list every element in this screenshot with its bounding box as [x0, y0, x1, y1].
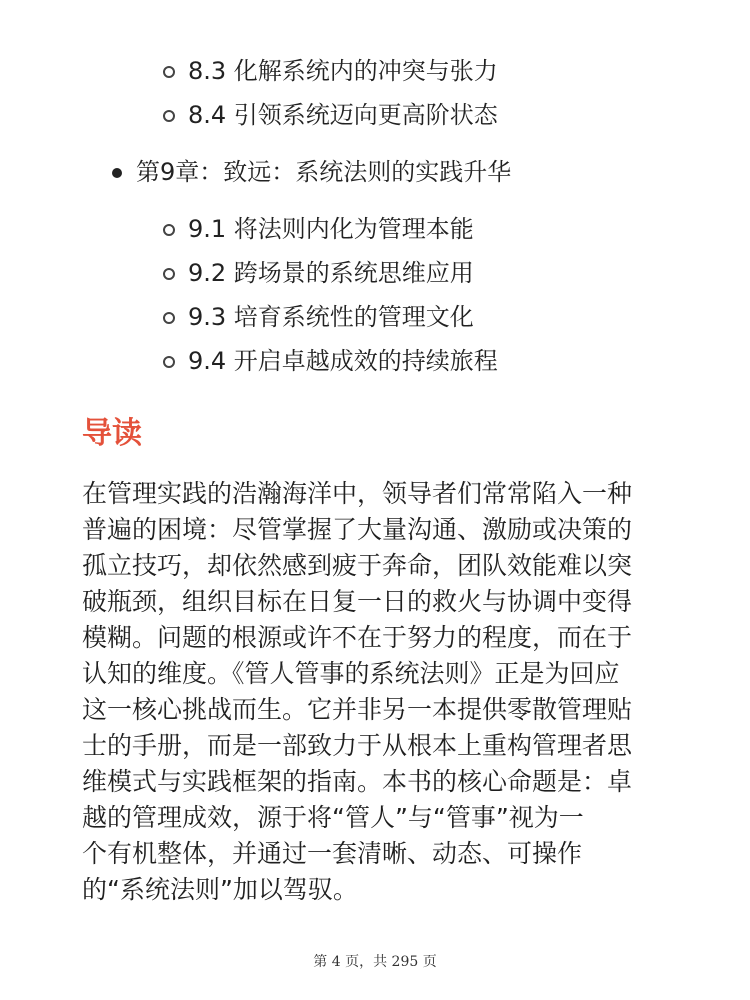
toc-item: 9.1 将法则内化为管理本能 — [188, 215, 474, 243]
body-line: 模糊。问题的根源或许不在于努力的程度，而在于 — [82, 623, 633, 652]
body-line: 认知的维度。《管人管事的系统法则》正是为回应 — [82, 659, 620, 688]
toc-item: 9.3 培育系统性的管理文化 — [188, 303, 474, 331]
body-line: 这一核心挑战而生。它并非另一本提供零散管理贴 — [82, 695, 633, 724]
hollow-bullet-icon — [163, 224, 175, 236]
toc-chapter-item: 第9章：致远：系统法则的实践升华 — [136, 158, 512, 186]
toc-item: 9.2 跨场景的系统思维应用 — [188, 259, 474, 287]
body-line: 个有机整体，并通过一套清晰、动态、可操作 — [82, 839, 583, 868]
body-line: 的“系统法则”加以驾驭。 — [82, 875, 358, 904]
toc-item: 9.4 开启卓越成效的持续旅程 — [188, 347, 498, 375]
hollow-bullet-icon — [163, 356, 175, 368]
body-line: 破瓶颈，组织目标在日复一日的救火与协调中变得 — [82, 587, 633, 616]
body-line: 维模式与实践框架的指南。本书的核心命题是：卓 — [82, 767, 633, 796]
body-line: 在管理实践的浩瀚海洋中，领导者们常常陷入一种 — [82, 479, 633, 508]
solid-bullet-icon — [112, 168, 122, 178]
body-line: 孤立技巧，却依然感到疲于奔命，团队效能难以突 — [82, 551, 633, 580]
toc-item: 8.3 化解系统内的冲突与张力 — [188, 57, 498, 85]
section-heading: 导读 — [82, 416, 142, 451]
page-number-footer: 第 4 页，共 295 页 — [313, 954, 437, 970]
hollow-bullet-icon — [163, 66, 175, 78]
toc-item: 8.4 引领系统迈向更高阶状态 — [188, 101, 498, 129]
hollow-bullet-icon — [163, 312, 175, 324]
body-line: 士的手册，而是一部致力于从根本上重构管理者思 — [82, 731, 633, 760]
body-line: 普遍的困境：尽管掌握了大量沟通、激励或决策的 — [82, 515, 633, 544]
hollow-bullet-icon — [163, 268, 175, 280]
body-line: 越的管理成效，源于将“管人”与“管事”视为一 — [82, 803, 584, 832]
hollow-bullet-icon — [163, 110, 175, 122]
